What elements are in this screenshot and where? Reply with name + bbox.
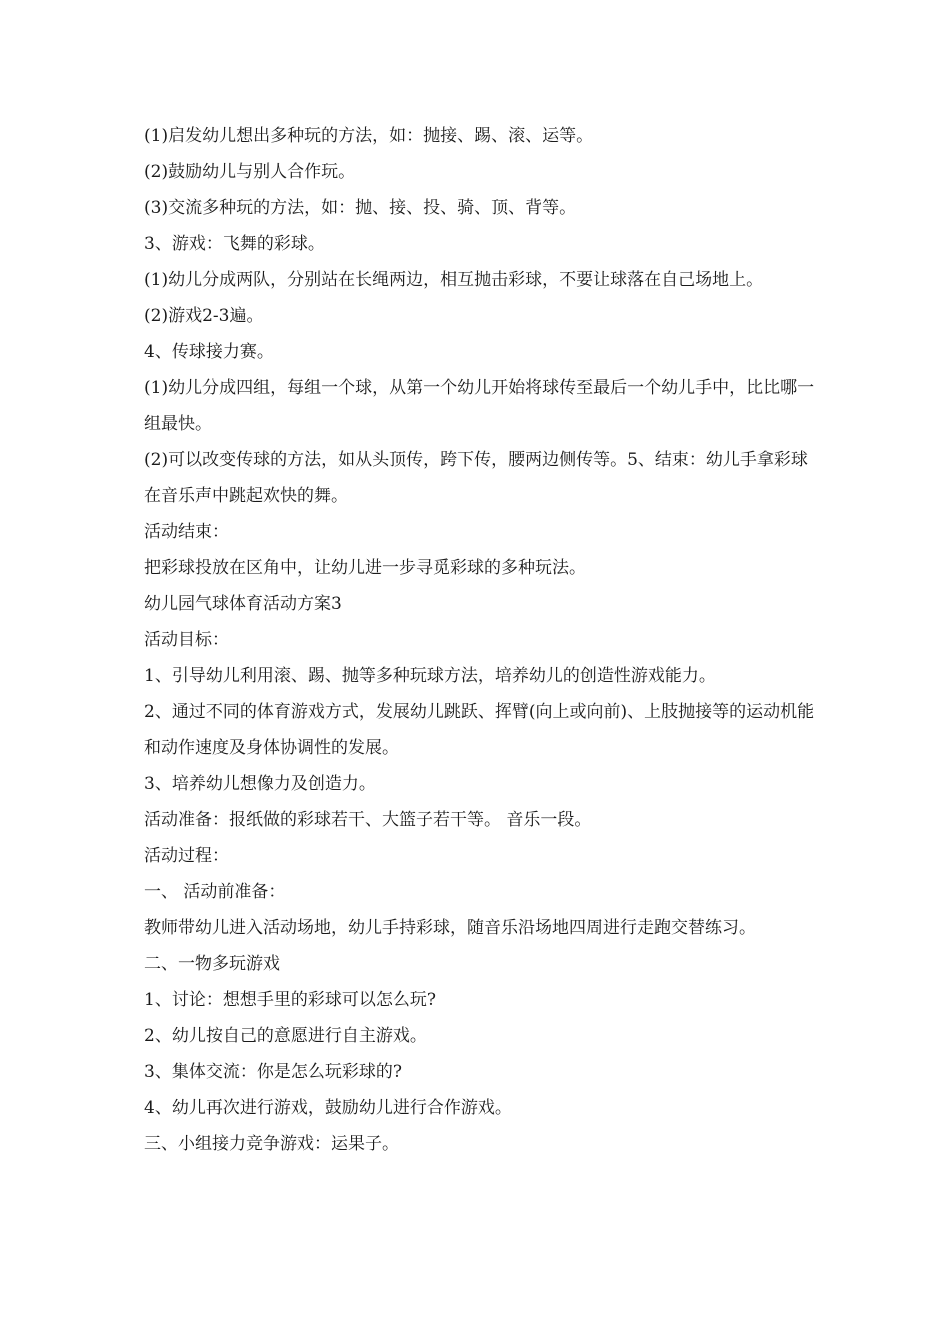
paragraph: (1)幼儿分成四组，每组一个球，从第一个幼儿开始将球传至最后一个幼儿手中，比比哪一组最快。 xyxy=(144,378,815,434)
section-heading: 3、游戏：飞舞的彩球。 xyxy=(144,234,325,254)
paragraph: 3、培养幼儿想像力及创造力。 xyxy=(144,774,376,794)
paragraph: (2)游戏2-3遍。 xyxy=(144,306,264,326)
document-title: 幼儿园气球体育活动方案3 xyxy=(144,594,342,614)
paragraph: 活动准备：报纸做的彩球若干、大篮子若干等。 音乐一段。 xyxy=(144,810,592,830)
paragraph: (2)可以改变传球的方法，如从头顶传，跨下传，腰两边侧传等。5、结束：幼儿手拿彩球在音乐声中跳起欢快的舞。 xyxy=(144,450,808,506)
paragraph: 教师带幼儿进入活动场地，幼儿手持彩球，随音乐沿场地四周进行走跑交替练习。 xyxy=(144,918,756,938)
paragraph: (1)启发幼儿想出多种玩的方法，如：抛接、踢、滚、运等。 xyxy=(144,126,594,146)
section-heading: 活动结束： xyxy=(144,522,229,542)
section-heading: 活动过程： xyxy=(144,846,229,866)
section-heading: 4、传球接力赛。 xyxy=(144,342,274,362)
paragraph: 3、集体交流：你是怎么玩彩球的? xyxy=(144,1062,402,1082)
paragraph: 2、幼儿按自己的意愿进行自主游戏。 xyxy=(144,1026,427,1046)
section-heading: 活动目标： xyxy=(144,630,229,650)
paragraph: (2)鼓励幼儿与别人合作玩。 xyxy=(144,162,356,182)
paragraph: 把彩球投放在区角中，让幼儿进一步寻觅彩球的多种玩法。 xyxy=(144,558,586,578)
paragraph: (3)交流多种玩的方法，如：抛、接、投、骑、顶、背等。 xyxy=(144,198,577,218)
document-body xyxy=(144,118,820,1162)
paragraph: 1、讨论：想想手里的彩球可以怎么玩? xyxy=(144,990,436,1010)
paragraph: 4、幼儿再次进行游戏，鼓励幼儿进行合作游戏。 xyxy=(144,1098,512,1118)
paragraph: 1、引导幼儿利用滚、踢、抛等多种玩球方法，培养幼儿的创造性游戏能力。 xyxy=(144,666,716,686)
section-heading: 一、 活动前准备： xyxy=(144,882,286,902)
section-heading: 二、一物多玩游戏 xyxy=(144,954,280,974)
section-heading: 三、小组接力竞争游戏：运果子。 xyxy=(144,1134,399,1154)
paragraph: 2、通过不同的体育游戏方式，发展幼儿跳跃、挥臂(向上或向前)、上肢抛接等的运动机能和动作速度及身体协调性的发展。 xyxy=(144,702,815,758)
paragraph: (1)幼儿分成两队，分别站在长绳两边，相互抛击彩球，不要让球落在自己场地上。 xyxy=(144,270,764,290)
